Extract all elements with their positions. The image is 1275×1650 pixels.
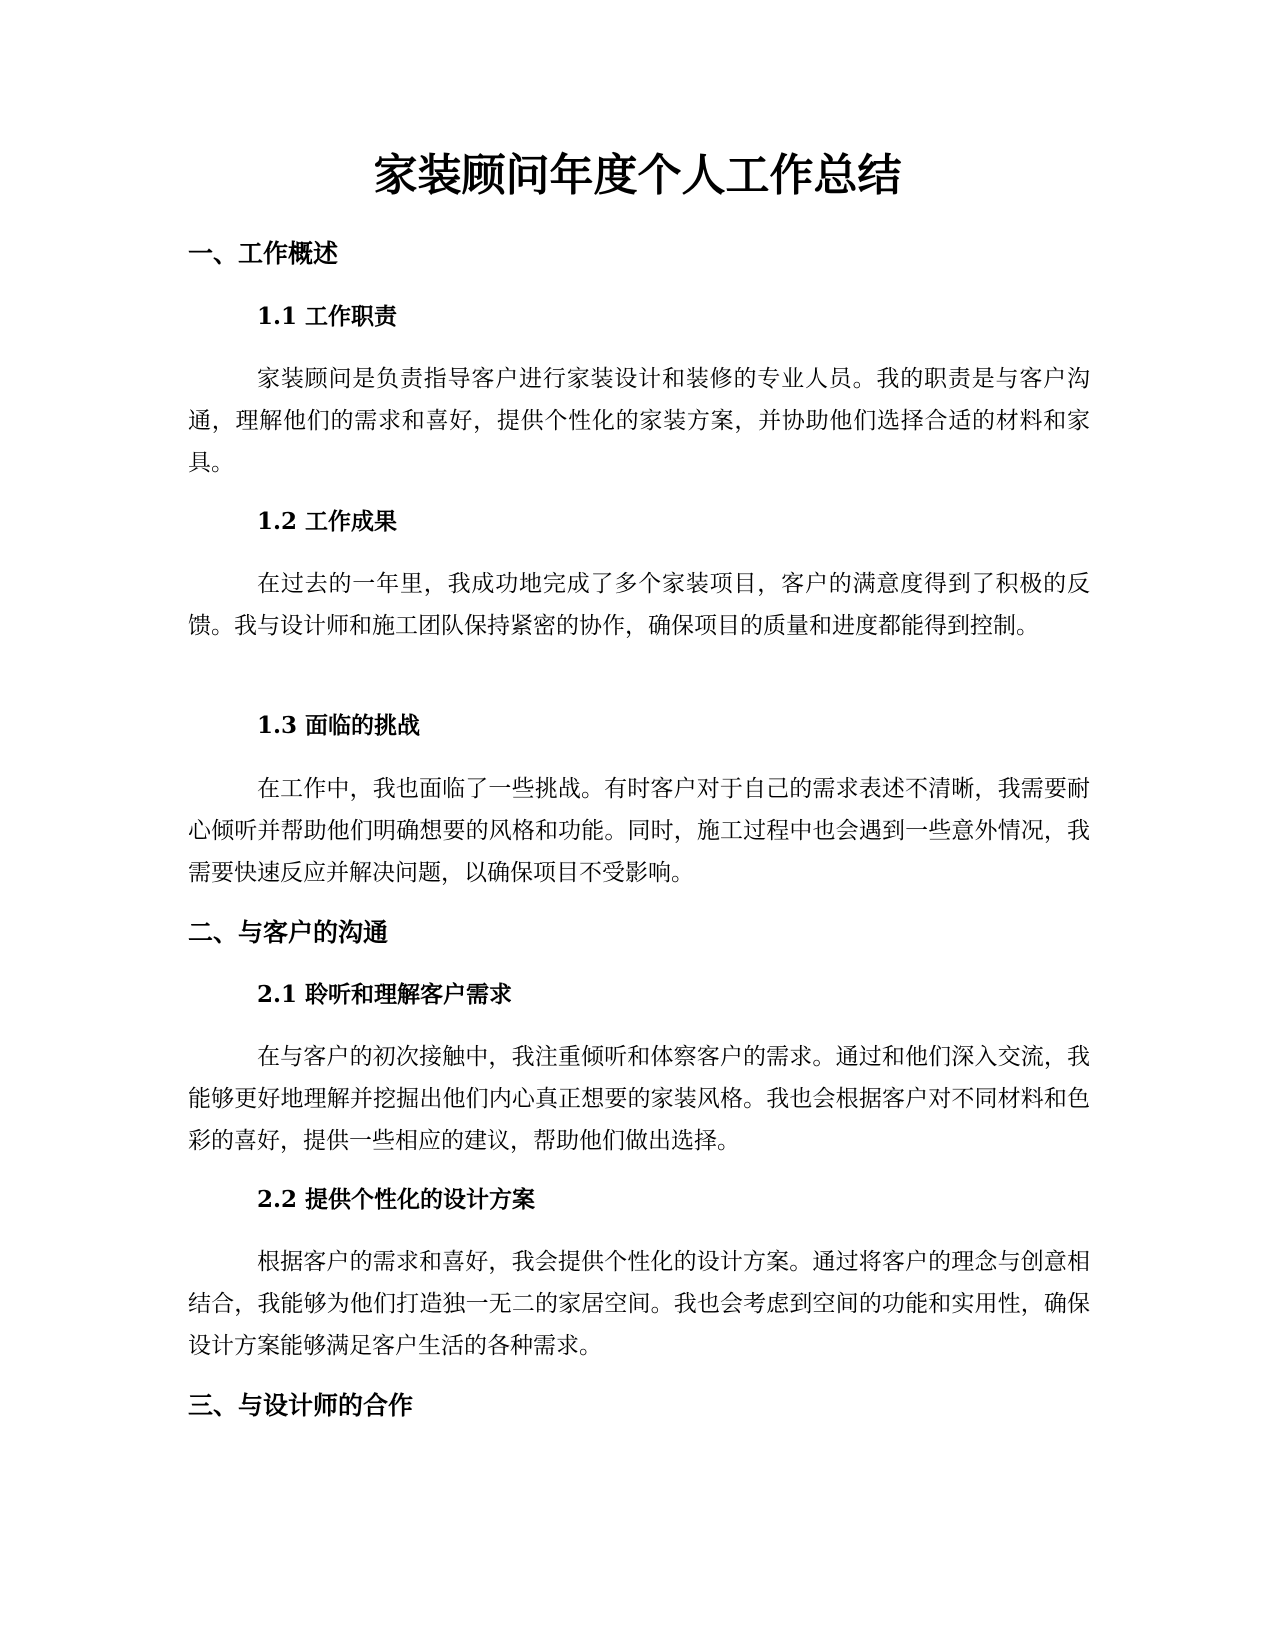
section-heading-2: 二、与客户的沟通: [188, 918, 389, 947]
paragraph-1-1: 家装顾问是负责指导客户进行家装设计和装修的专业人员。我的职责是与客户沟通，理解他们的需求和喜好，提供个性化的家装方案，并协助他们选择合适的材料和家具。: [188, 366, 1090, 476]
subsection-heading-2-1: 2.1 聆听和理解客户需求: [257, 981, 513, 1008]
section-heading-3: 三、与设计师的合作: [188, 1391, 414, 1420]
subsection-heading-1-1: 1.1 工作职责: [257, 303, 398, 330]
subsection-heading-1-2: 1.2 工作成果: [257, 508, 398, 535]
section-heading-1: 一、工作概述: [188, 239, 339, 268]
subsection-heading-2-2: 2.2 提供个性化的设计方案: [257, 1186, 536, 1213]
subsection-heading-1-3: 1.3 面临的挑战: [257, 712, 421, 739]
paragraph-1-2: 在过去的一年里，我成功地完成了多个家装项目，客户的满意度得到了积极的反馈。我与设计师和施工团队保持紧密的协作，确保项目的质量和进度都能得到控制。: [188, 571, 1090, 639]
document-title: 家装顾问年度个人工作总结: [373, 150, 902, 201]
paragraph-2-2: 根据客户的需求和喜好，我会提供个性化的设计方案。通过将客户的理念与创意相结合，我能够为他们打造独一无二的家居空间。我也会考虑到空间的功能和实用性，确保设计方案能够满足客户生活的各种需求。: [188, 1249, 1090, 1359]
paragraph-1-3: 在工作中，我也面临了一些挑战。有时客户对于自己的需求表述不清晰，我需要耐心倾听并帮助他们明确想要的风格和功能。同时，施工过程中也会遇到一些意外情况，我需要快速反应并解决问题，以确保项目不受影响。: [188, 776, 1090, 886]
paragraph-2-1: 在与客户的初次接触中，我注重倾听和体察客户的需求。通过和他们深入交流，我能够更好地理解并挖掘出他们内心真正想要的家装风格。我也会根据客户对不同材料和色彩的喜好，提供一些相应的建议，帮助他们做出选择。: [188, 1044, 1090, 1154]
